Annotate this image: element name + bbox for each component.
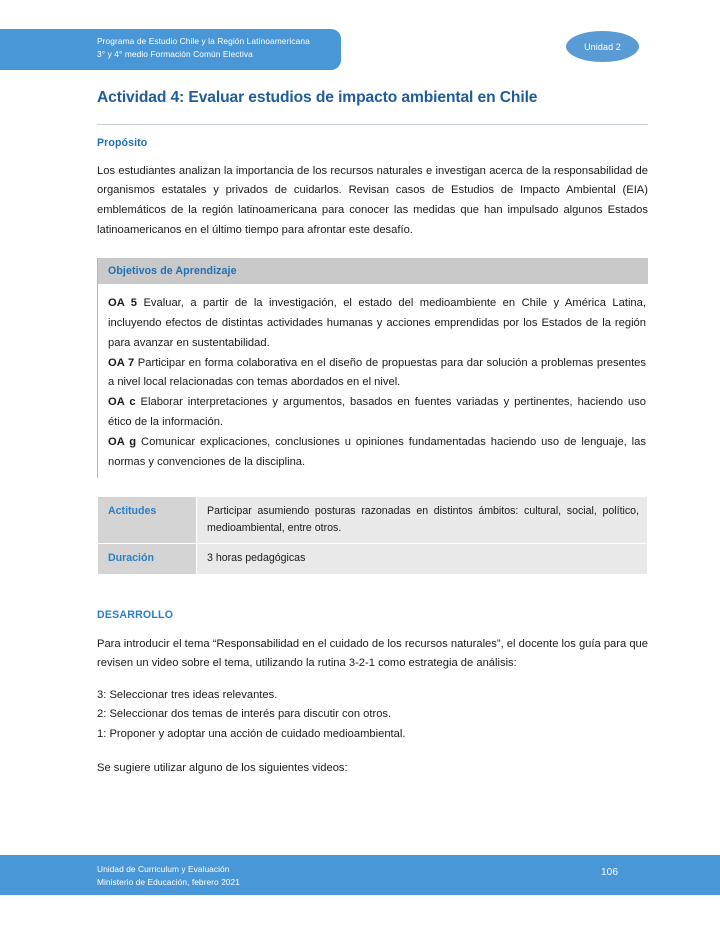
oa-text: Participar en forma colaborativa en el diseño de propuestas para dar solución a problemas presentes a nivel local relacionadas con temas abordados en el nivel.	[108, 356, 646, 389]
learning-objectives-block	[97, 258, 648, 478]
page-footer	[0, 855, 720, 895]
unit-badge	[566, 31, 639, 62]
desarrollo-step: 2: Seleccionar dos temas de interés para discutir con otros.	[97, 708, 392, 721]
table-cell-label: Actitudes	[98, 497, 197, 544]
footer-line1: Unidad de Curriculum y Evaluación	[97, 864, 230, 874]
oa-text: Comunicar explicaciones, conclusiones u opiniones fundamentadas haciendo uso de lenguaje, las normas y convenciones de la disciplina.	[108, 435, 646, 468]
footer-credits	[97, 863, 240, 888]
oa-code: OA 5	[108, 297, 138, 310]
oa-text: Elaborar interpretaciones y argumentos, basados en fuentes variadas y pertinentes, haciendo uso ético de la información.	[108, 396, 646, 429]
list-item	[108, 294, 646, 353]
page-number: 106	[601, 867, 618, 878]
page-body	[0, 78, 720, 790]
desarrollo-closing: Se sugiere utilizar alguno de los siguientes videos:	[97, 761, 348, 774]
page-header	[0, 0, 720, 78]
desarrollo-intro: Para introducir el tema “Responsabilidad en el cuidado de los recursos naturales”, el docente los guía para que revisen un video sobre el tema, utilizando la rutina 3-2-1 como estrategia de análisis:	[97, 637, 649, 670]
page-title: Actividad 4: Evaluar estudios de impacto ambiental en Chile	[97, 89, 538, 107]
table-cell-label: Duración	[98, 544, 197, 574]
learning-objectives-header	[98, 258, 648, 284]
program-banner	[0, 29, 341, 70]
table-row	[98, 497, 648, 544]
purpose-paragraph: Los estudiantes analizan la importancia de los recursos naturales e investigan acerca de la responsabilidad de organismos estatales y privados de cuidarlos. Revisan casos de Estudios de Impacto Ambiental (EIA) emblemáticos de la región latinoamericana para conocer las medidas que han impulsado algunos Estados latinoamericanos en el último tiempo para afrontar este desafío.	[97, 164, 648, 236]
table-row	[98, 544, 648, 574]
list-item	[108, 354, 646, 394]
desarrollo-heading: DESARROLLO	[97, 608, 174, 621]
footer-line2: Ministerio de Educación, febrero 2021	[97, 876, 240, 887]
program-banner-line2: 3° y 4° medio Formación Común Electiva	[97, 49, 253, 60]
desarrollo-step: 3: Seleccionar tres ideas relevantes.	[97, 688, 278, 701]
list-item	[108, 433, 646, 473]
content-column	[97, 88, 648, 778]
title-divider	[97, 124, 648, 125]
unit-badge-label: Unidad 2	[584, 41, 621, 52]
oa-code: OA c	[108, 396, 136, 409]
purpose-heading: Propósito	[97, 136, 148, 149]
oa-code: OA g	[108, 435, 137, 448]
learning-objectives-list	[98, 284, 648, 478]
program-banner-line1: Programa de Estudio Chile y la Región Latinoamericana	[97, 36, 310, 46]
oa-text: Evaluar, a partir de la investigación, el estado del medioambiente en Chile y América Latina, incluyendo efectos de distintas actividades humanas y acciones emprendidas por los Estados de la región para avanzar en sustentabilidad.	[108, 297, 646, 349]
learning-objectives-title: Objetivos de Aprendizaje	[108, 265, 237, 278]
metadata-table	[97, 496, 648, 574]
table-cell-value: Participar asumiendo posturas razonadas en distintos ámbitos: cultural, social, político, medioambiental, entre otros.	[197, 497, 648, 544]
desarrollo-step: 1: Proponer y adoptar una acción de cuidado medioambiental.	[97, 728, 406, 741]
list-item	[108, 393, 646, 433]
oa-code: OA 7	[108, 356, 135, 369]
table-cell-value: 3 horas pedagógicas	[197, 544, 648, 574]
